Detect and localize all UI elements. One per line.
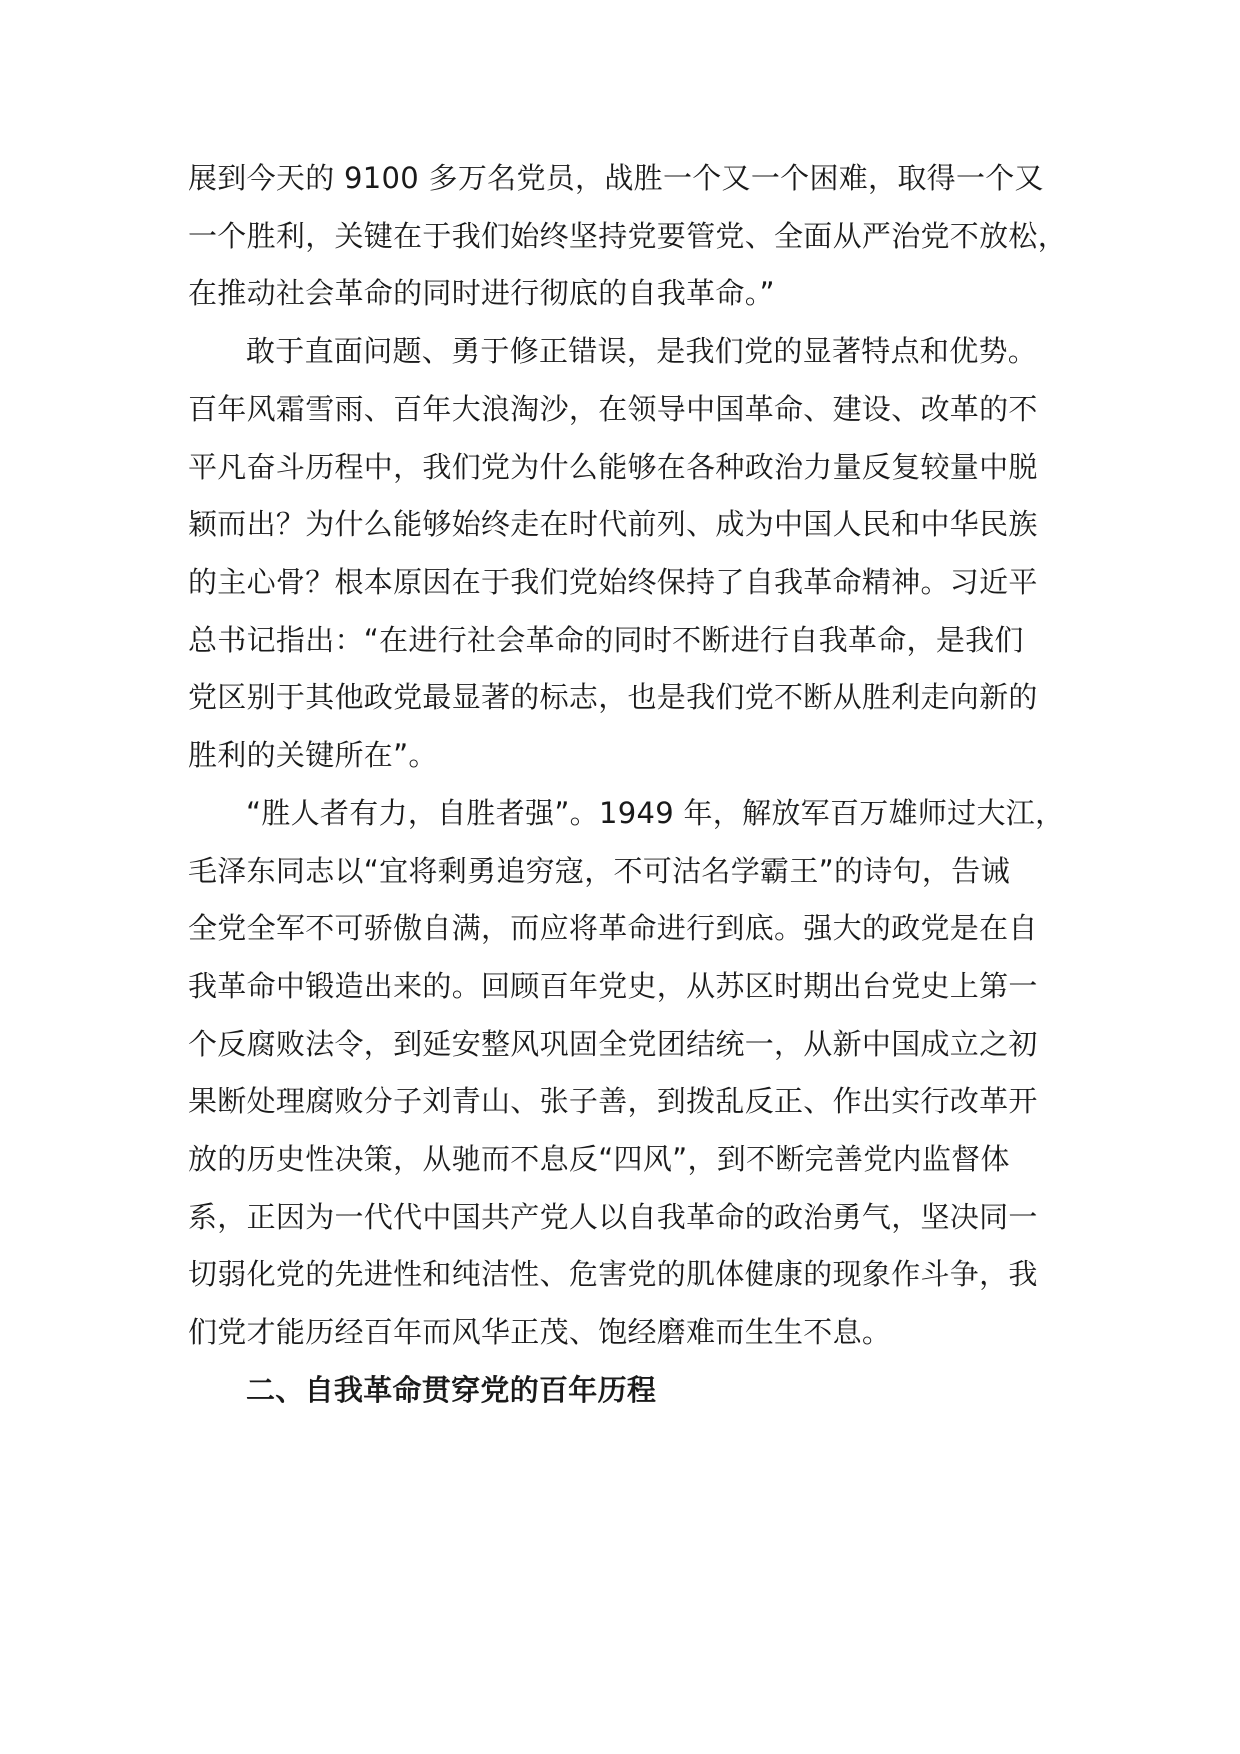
paragraph-line: 平凡奋斗历程中，我们党为什么能够在各种政治力量反复较量中脱 — [188, 450, 1038, 484]
paragraph-line: “胜人者有力，自胜者强”。1949 年，解放军百万雄师过大江， — [246, 796, 1065, 830]
paragraph-line: 总书记指出：“在进行社会革命的同时不断进行自我革命，是我们 — [188, 623, 1024, 657]
paragraph-line: 们党才能历经百年而风华正茂、饱经磨难而生生不息。 — [188, 1315, 892, 1349]
paragraph-line: 的主心骨？根本原因在于我们党始终保持了自我革命精神。习近平 — [188, 565, 1038, 599]
paragraph-line: 系，正因为一代代中国共产党人以自我革命的政治勇气，坚决同一 — [188, 1200, 1038, 1234]
paragraph-line: 果断处理腐败分子刘青山、张子善，到拨乱反正、作出实行改革开 — [188, 1084, 1038, 1118]
paragraph-line: 个反腐败法令，到延安整风巩固全党团结统一，从新中国成立之初 — [188, 1027, 1038, 1061]
paragraph-line: 展到今天的 9100 多万名党员，战胜一个又一个困难，取得一个又 — [188, 161, 1044, 195]
paragraph-line: 敢于直面问题、勇于修正错误，是我们党的显著特点和优势。 — [246, 334, 1038, 368]
paragraph-line: 毛泽东同志以“宜将剩勇追穷寇，不可沽名学霸王”的诗句，告诫 — [188, 854, 1010, 888]
paragraph-line: 一个胜利，关键在于我们始终坚持党要管党、全面从严治党不放松， — [188, 219, 1068, 253]
paragraph-line: 百年风霜雪雨、百年大浪淘沙，在领导中国革命、建设、改革的不 — [188, 392, 1038, 426]
paragraph-line: 全党全军不可骄傲自满，而应将革命进行到底。强大的政党是在自 — [188, 911, 1038, 945]
paragraph-line: 颖而出？为什么能够始终走在时代前列、成为中国人民和中华民族 — [188, 507, 1038, 541]
paragraph-line: 在推动社会革命的同时进行彻底的自我革命。” — [188, 276, 775, 310]
paragraph-line: 我革命中锻造出来的。回顾百年党史，从苏区时期出台党史上第一 — [188, 969, 1038, 1003]
paragraph-line: 胜利的关键所在”。 — [188, 738, 438, 772]
section-heading: 二、自我革命贯穿党的百年历程 — [246, 1373, 657, 1407]
paragraph-line: 党区别于其他政党最显著的标志，也是我们党不断从胜利走向新的 — [188, 680, 1038, 714]
paragraph-line: 放的历史性决策，从驰而不息反“四风”，到不断完善党内监督体 — [188, 1142, 1010, 1176]
paragraph-line: 切弱化党的先进性和纯洁性、危害党的肌体健康的现象作斗争，我 — [188, 1257, 1038, 1291]
